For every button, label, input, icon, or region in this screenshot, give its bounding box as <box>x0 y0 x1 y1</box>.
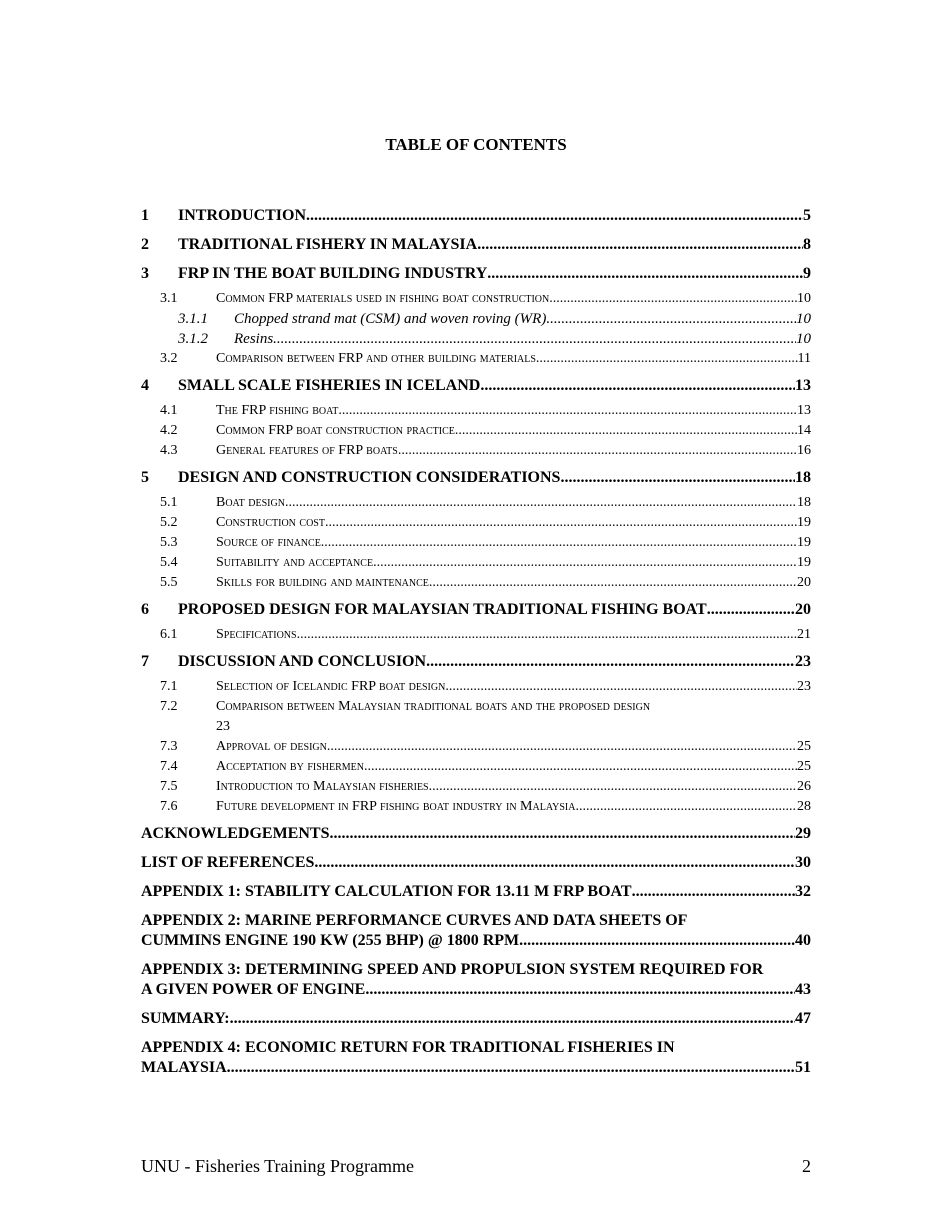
toc-number: 7.1 <box>160 679 178 694</box>
toc-number: 3 <box>141 265 149 282</box>
toc-title: APPENDIX 1: STABILITY CALCULATION FOR 13.11 M FRP BOAT <box>141 883 632 900</box>
toc-title: Selection of Icelandic FRP boat design <box>216 679 446 694</box>
toc-number: 7 <box>141 653 149 670</box>
toc-number: 5 <box>141 469 149 486</box>
toc-entry[interactable] <box>141 777 811 797</box>
toc-number: 4.2 <box>160 423 178 438</box>
toc-title: Specifications <box>216 627 297 642</box>
toc-entry[interactable] <box>141 235 811 255</box>
toc-number: 6 <box>141 601 149 618</box>
toc-title: DESIGN AND CONSTRUCTION CONSIDERATIONS <box>178 469 561 486</box>
toc-page: 20 <box>797 575 811 590</box>
toc-title: Comparison between FRP and other building materials <box>216 351 536 366</box>
toc-page: 19 <box>797 535 811 550</box>
toc-entry[interactable] <box>141 1009 811 1029</box>
toc-page: 43 <box>795 981 811 998</box>
toc-entry[interactable] <box>141 652 811 672</box>
toc-entry[interactable] <box>141 349 811 369</box>
toc-leader <box>536 349 798 369</box>
toc-entry[interactable] <box>141 264 811 284</box>
toc-page: 5 <box>803 207 811 224</box>
toc-page: 40 <box>795 932 811 949</box>
toc-number: 3.1 <box>160 291 178 306</box>
toc-page: 19 <box>797 515 811 530</box>
toc-title-line2: A GIVEN POWER OF ENGINE <box>141 981 366 998</box>
toc-title: Future development in FRP fishing boat industry in Malaysia <box>216 799 576 814</box>
toc-leader <box>314 853 795 873</box>
toc-leader <box>230 1009 795 1029</box>
toc-page: 18 <box>795 469 811 486</box>
toc-leader <box>575 797 797 817</box>
toc-title: The FRP fishing boat <box>216 403 339 418</box>
toc-leader <box>338 401 797 421</box>
page-footer <box>141 1156 811 1177</box>
page-title: TABLE OF CONTENTS <box>385 135 567 154</box>
toc-page: 9 <box>803 265 811 282</box>
toc-number: 7.4 <box>160 759 178 774</box>
toc-page: 47 <box>795 1010 811 1027</box>
toc-leader <box>364 757 797 777</box>
toc-entry[interactable] <box>141 421 811 441</box>
toc-title: Chopped strand mat (CSM) and woven roving (WR) <box>234 311 547 327</box>
toc-entry[interactable] <box>141 757 811 777</box>
toc-title-line1: APPENDIX 4: ECONOMIC RETURN FOR TRADITIONAL FISHERIES IN <box>141 1039 675 1056</box>
toc-page: 23 <box>797 679 811 694</box>
toc-leader <box>549 289 797 309</box>
toc-number: 4.3 <box>160 443 178 458</box>
toc-number: 3.1.2 <box>178 331 208 347</box>
toc-entry[interactable] <box>141 309 811 329</box>
toc-title: SUMMARY: <box>141 1010 230 1027</box>
toc-number: 5.2 <box>160 515 178 530</box>
toc-number: 3.2 <box>160 351 178 366</box>
toc-number: 1 <box>141 207 149 224</box>
toc-leader <box>321 533 797 553</box>
toc-number: 5.4 <box>160 555 178 570</box>
toc-number: 2 <box>141 236 149 253</box>
toc-entry[interactable] <box>141 697 811 737</box>
toc-page: 14 <box>797 423 811 438</box>
toc-number: 5.5 <box>160 575 178 590</box>
toc-leader <box>285 493 797 513</box>
toc-number: 5.3 <box>160 535 178 550</box>
toc-title: Common FRP boat construction practice <box>216 423 455 438</box>
toc-leader <box>306 206 803 226</box>
toc-page: 13 <box>795 377 811 394</box>
toc-title-line2: MALAYSIA <box>141 1059 227 1076</box>
footer-page-number: 2 <box>802 1156 811 1176</box>
toc-entry[interactable] <box>141 824 811 844</box>
toc-entry[interactable] <box>141 797 811 817</box>
toc-entry[interactable] <box>141 289 811 309</box>
toc-page: 23 <box>795 653 811 670</box>
toc-page: 20 <box>795 601 811 618</box>
toc-entry[interactable] <box>141 1038 811 1078</box>
toc-leader <box>455 421 797 441</box>
toc-page: 8 <box>803 236 811 253</box>
toc-page: 10 <box>796 311 811 327</box>
toc-title: LIST OF REFERENCES <box>141 854 315 871</box>
toc-leader <box>445 677 797 697</box>
toc-page: 23 <box>216 719 230 734</box>
toc-page: 19 <box>797 555 811 570</box>
toc-leader <box>429 573 797 593</box>
toc-title: Common FRP materials used in fishing boat construction <box>216 291 550 306</box>
toc-leader <box>373 553 797 573</box>
toc-entry[interactable] <box>141 401 811 421</box>
toc-page: 16 <box>797 443 811 458</box>
toc-entry[interactable] <box>141 882 811 902</box>
toc-leader <box>426 652 795 672</box>
toc-entry[interactable] <box>141 553 811 573</box>
toc-page: 18 <box>797 495 811 510</box>
toc-title-line1: APPENDIX 2: MARINE PERFORMANCE CURVES AND DATA SHEETS OF <box>141 912 688 929</box>
toc-entry[interactable] <box>141 600 811 620</box>
toc-leader <box>329 824 795 844</box>
toc-number: 7.6 <box>160 799 178 814</box>
toc-leader <box>365 980 795 1000</box>
toc-leader <box>327 737 797 757</box>
toc-entry[interactable] <box>141 911 811 951</box>
toc-entry[interactable] <box>141 625 811 645</box>
toc-entry[interactable] <box>141 853 811 873</box>
toc-entry[interactable] <box>141 441 811 461</box>
toc-title-line1: APPENDIX 3: DETERMINING SPEED AND PROPULSION SYSTEM REQUIRED FOR <box>141 961 764 978</box>
toc-title: Approval of design <box>216 739 327 754</box>
toc-leader <box>398 441 797 461</box>
toc-leader <box>429 777 797 797</box>
toc-page: 10 <box>797 291 811 306</box>
toc-entry[interactable] <box>141 677 811 697</box>
toc-title: DISCUSSION AND CONCLUSION <box>178 653 427 670</box>
toc-leader <box>297 625 797 645</box>
toc-entry[interactable] <box>141 376 811 396</box>
toc-title: ACKNOWLEDGEMENTS <box>141 825 330 842</box>
toc-title: Introduction to Malaysian fisheries <box>216 779 429 794</box>
toc-page: 32 <box>795 883 811 900</box>
toc-number: 4.1 <box>160 403 178 418</box>
toc-leader <box>519 931 795 951</box>
toc-title: Source of finance <box>216 535 321 550</box>
toc-entry[interactable] <box>141 468 811 488</box>
toc-title: Resins <box>234 331 274 347</box>
toc-leader <box>632 882 795 902</box>
toc-page: 30 <box>795 854 811 871</box>
toc-page: 25 <box>797 759 811 774</box>
toc-leader <box>707 600 795 620</box>
toc-entry[interactable] <box>141 960 811 1000</box>
toc-leader <box>480 376 795 396</box>
toc-number: 7.3 <box>160 739 178 754</box>
toc-title: INTRODUCTION <box>178 207 307 224</box>
toc-entry[interactable] <box>141 533 811 553</box>
toc-number: 3.1.1 <box>178 311 208 327</box>
toc-title: SMALL SCALE FISHERIES IN ICELAND <box>178 377 481 394</box>
toc-title: PROPOSED DESIGN FOR MALAYSIAN TRADITIONAL FISHING BOAT <box>178 601 707 618</box>
toc-entry[interactable] <box>141 737 811 757</box>
toc-title: FRP IN THE BOAT BUILDING INDUSTRY <box>178 265 488 282</box>
toc-number: 6.1 <box>160 627 178 642</box>
footer-programme: UNU - Fisheries Training Programme <box>141 1156 414 1176</box>
toc-title: Comparison between Malaysian traditional boats and the proposed design <box>216 699 651 714</box>
toc-page: 51 <box>795 1059 811 1076</box>
toc-leader <box>477 235 803 255</box>
toc-page: 28 <box>797 799 811 814</box>
toc-number: 5.1 <box>160 495 178 510</box>
toc-number: 4 <box>141 377 149 394</box>
toc-entry[interactable] <box>141 329 811 349</box>
toc-title: Acceptation by fishermen <box>216 759 364 774</box>
toc-title: Boat design <box>216 495 285 510</box>
toc-leader <box>273 329 796 349</box>
toc-page: 10 <box>796 331 811 347</box>
toc-title: Construction cost <box>216 515 325 530</box>
toc-number: 7.2 <box>160 699 178 714</box>
toc-title: General features of FRP boats <box>216 443 398 458</box>
toc-title: Suitability and acceptance <box>216 555 374 570</box>
toc-leader <box>560 468 795 488</box>
toc-page: 25 <box>797 739 811 754</box>
table-of-contents <box>141 206 811 1078</box>
toc-page: 13 <box>797 403 811 418</box>
toc-leader <box>487 264 803 284</box>
toc-number: 7.5 <box>160 779 178 794</box>
toc-entry[interactable] <box>141 493 811 513</box>
toc-entry[interactable] <box>141 513 811 533</box>
toc-leader <box>325 513 797 533</box>
toc-title: TRADITIONAL FISHERY IN MALAYSIA <box>178 236 478 253</box>
toc-page: 29 <box>795 825 811 842</box>
toc-leader <box>227 1058 795 1078</box>
toc-entry[interactable] <box>141 206 811 226</box>
toc-page: 11 <box>797 351 811 366</box>
toc-entry[interactable] <box>141 573 811 593</box>
toc-page: 21 <box>797 627 811 642</box>
toc-leader <box>546 309 796 329</box>
toc-page: 26 <box>797 779 811 794</box>
toc-title-line2: CUMMINS ENGINE 190 KW (255 BHP) @ 1800 RPM <box>141 932 520 949</box>
toc-title: Skills for building and maintenance <box>216 575 429 590</box>
